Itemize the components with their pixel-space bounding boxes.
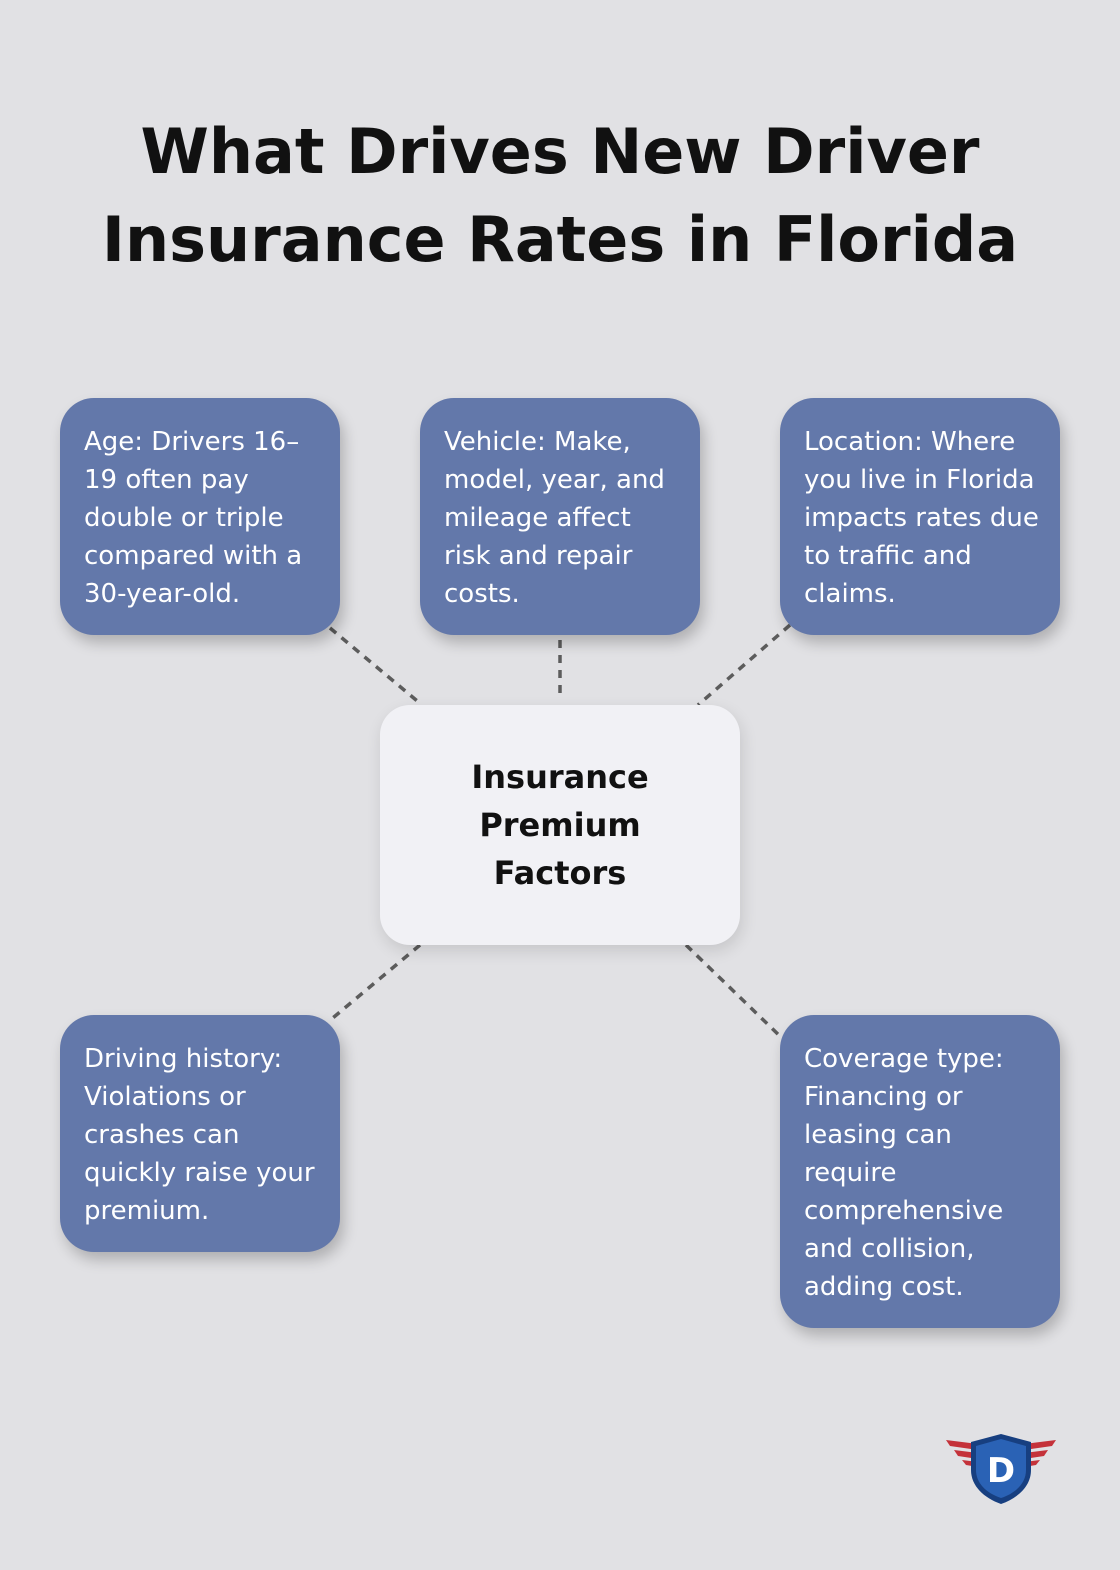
title-line-2: Insurance Rates in Florida	[101, 203, 1019, 276]
factor-card-location	[780, 398, 1060, 635]
connector-coverage-type	[686, 945, 784, 1040]
factor-text-vehicle: Vehicle: Make, model, year, and mileage affect risk and repair costs.	[444, 427, 665, 609]
central-hub	[380, 705, 740, 945]
factor-card-driving-history	[60, 1015, 340, 1252]
factor-text-coverage-type: Coverage type: Financing or leasing can require comprehensive and collision, adding cost.	[804, 1044, 1004, 1302]
connector-location	[698, 625, 790, 705]
factor-card-age	[60, 398, 340, 635]
factor-text-location: Location: Where you live in Florida impacts rates due to traffic and claims.	[804, 427, 1039, 609]
factor-text-driving-history: Driving history: Violations or crashes can quickly raise your premium.	[84, 1044, 315, 1226]
shield-wings-logo-icon	[944, 1432, 1058, 1506]
connector-driving-history	[328, 945, 420, 1022]
connector-age	[330, 628, 422, 705]
logo-letter: D	[986, 1451, 1016, 1491]
factor-card-coverage-type	[780, 1015, 1060, 1328]
hub-label: Insurance Premium Factors	[471, 758, 649, 892]
title-line-1: What Drives New Driver	[140, 115, 980, 188]
factor-text-age: Age: Drivers 16–19 often pay double or triple compared with a 30-year-old.	[84, 427, 303, 609]
factor-card-vehicle	[420, 398, 700, 635]
